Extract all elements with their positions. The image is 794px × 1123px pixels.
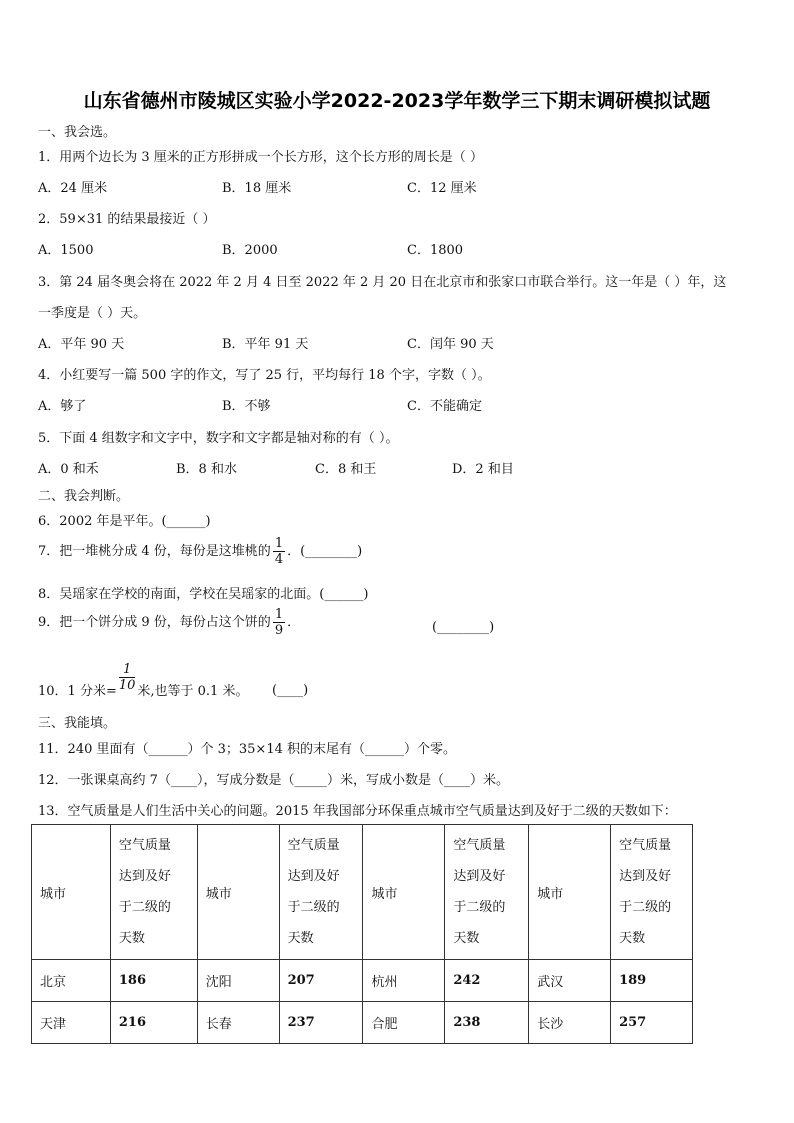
q1-option-b: B．18 厘米 [222,181,292,196]
question-11: 11．240 里面有（______）个 3；35×14 积的末尾有（______）个零。 [38,742,456,757]
header-days-line: 于二级的 [453,900,506,915]
header-days-line: 于二级的 [118,900,171,915]
q1-option-c: C．12 厘米 [407,181,477,196]
q10-answer-blank: (____) [272,683,309,698]
header-days [110,825,197,960]
q2-option-a: A．1500 [38,243,94,258]
q5-option-a: A．0 和禾 [38,462,99,477]
q10-fraction [119,662,136,693]
header-days-line: 于二级的 [287,900,340,915]
header-city: 城市 [363,825,445,960]
header-days-line: 达到及好 [453,869,506,884]
q9-denominator: 9 [274,623,284,638]
header-city: 城市 [529,825,611,960]
section-1-heading: 一、我会选。 [38,125,117,140]
q4-option-a: A．够了 [38,399,87,414]
q5-option-c: C．8 和王 [315,462,377,477]
days-cell: 242 [445,960,529,1002]
q4-option-b: B．不够 [222,399,271,414]
question-4: 4．小红要写一篇 500 字的作文，写了 25 行，平均每行 18 个字，字数（ ）。 [38,368,491,383]
q9-text-after: ． [287,615,301,630]
air-quality-table [31,824,693,1044]
q9-fraction [273,607,285,638]
header-days-line: 天数 [118,931,145,946]
question-6: 6．2002 年是平年。(______) [38,514,211,529]
days-cell: 186 [110,960,197,1002]
q3-option-a: A．平年 90 天 [38,337,125,352]
question-3-line-1: 3．第 24 届冬奥会将在 2022 年 2 月 4 日至 2022 年 2 月 20 日在北京市和张家口市联合举行。这一年是（ ）年，这 [38,275,727,290]
q2-option-c: C．1800 [407,243,464,258]
question-8: 8．吴瑶家在学校的南面，学校在吴瑶家的北面。(______) [38,587,369,602]
q9-answer-blank: (________) [432,620,495,635]
header-days [611,825,693,960]
city-cell: 长春 [197,1002,279,1044]
city-cell: 天津 [32,1002,111,1044]
header-days-line: 于二级的 [619,900,672,915]
header-days-line: 达到及好 [118,869,171,884]
q1-option-a: A．24 厘米 [38,181,108,196]
question-3-line-2: 一季度是（ ）天。 [38,306,147,321]
question-7 [38,536,362,567]
city-cell: 武汉 [529,960,611,1002]
question-5: 5．下面 4 组数字和文字中，数字和文字都是轴对称的有（ ）。 [38,431,399,446]
city-cell: 合肥 [363,1002,445,1044]
q3-option-b: B．平年 91 天 [222,337,309,352]
q7-denominator: 4 [274,552,284,567]
city-cell: 杭州 [363,960,445,1002]
days-cell: 238 [445,1002,529,1044]
q9-text-before: 9．把一个饼分成 9 份，每份占这个饼的 [38,615,271,630]
header-city: 城市 [197,825,279,960]
q7-text-before: 7．把一堆桃分成 4 份，每份是这堆桃的 [38,544,271,559]
q10-text-before: 10．1 分米= [38,684,117,699]
section-2-heading: 二、我会判断。 [38,489,130,504]
header-city: 城市 [32,825,111,960]
q5-option-b: B．8 和水 [176,462,237,477]
city-cell: 长沙 [529,1002,611,1044]
table-row [32,1002,693,1044]
header-days-line: 空气质量 [619,838,672,853]
q10-denominator: 10 [118,678,136,693]
question-2: 2．59×31 的结果最接近（ ） [38,212,216,227]
q9-numerator: 1 [274,607,284,622]
header-days-line: 天数 [619,931,646,946]
days-cell: 207 [279,960,363,1002]
q2-option-b: B．2000 [222,243,278,258]
days-cell: 237 [279,1002,363,1044]
days-cell: 189 [611,960,693,1002]
question-9 [38,607,300,638]
header-days [445,825,529,960]
city-cell: 北京 [32,960,111,1002]
question-1: 1．用两个边长为 3 厘米的正方形拼成一个长方形，这个长方形的周长是（ ） [38,150,483,165]
header-days-line: 空气质量 [287,838,340,853]
page-title: 山东省德州市陵城区实验小学2022-2023学年数学三下期末调研模拟试题 [83,90,711,112]
q5-option-d: D．2 和目 [452,462,514,477]
q7-text-after: ．(________) [287,544,363,559]
header-days-line: 空气质量 [118,838,171,853]
q7-fraction [273,536,285,567]
section-3-heading: 三、我能填。 [38,716,117,731]
days-cell: 257 [611,1002,693,1044]
q4-option-c: C．不能确定 [407,399,482,414]
q3-option-c: C．闰年 90 天 [407,337,494,352]
q10-text-after: 米,也等于 0.1 米。 [137,684,249,699]
header-days-line: 达到及好 [287,869,340,884]
q7-numerator: 1 [274,536,284,551]
header-days-line: 空气质量 [453,838,506,853]
city-cell: 沈阳 [197,960,279,1002]
question-13: 13．空气质量是人们生活中关心的问题。2015 年我国部分环保重点城市空气质量达到及好于二级的天数如下： [38,804,677,819]
table-header-row [32,825,693,960]
header-days-line: 达到及好 [619,869,672,884]
header-days-line: 天数 [287,931,314,946]
question-12: 12．一张课桌高约 7（____），写成分数是（_____）米，写成小数是（____）米。 [38,773,509,788]
question-10 [38,662,248,699]
header-days [279,825,363,960]
q10-numerator: 1 [119,662,136,678]
header-days-line: 天数 [453,931,480,946]
table-row [32,960,693,1002]
days-cell: 216 [110,1002,197,1044]
